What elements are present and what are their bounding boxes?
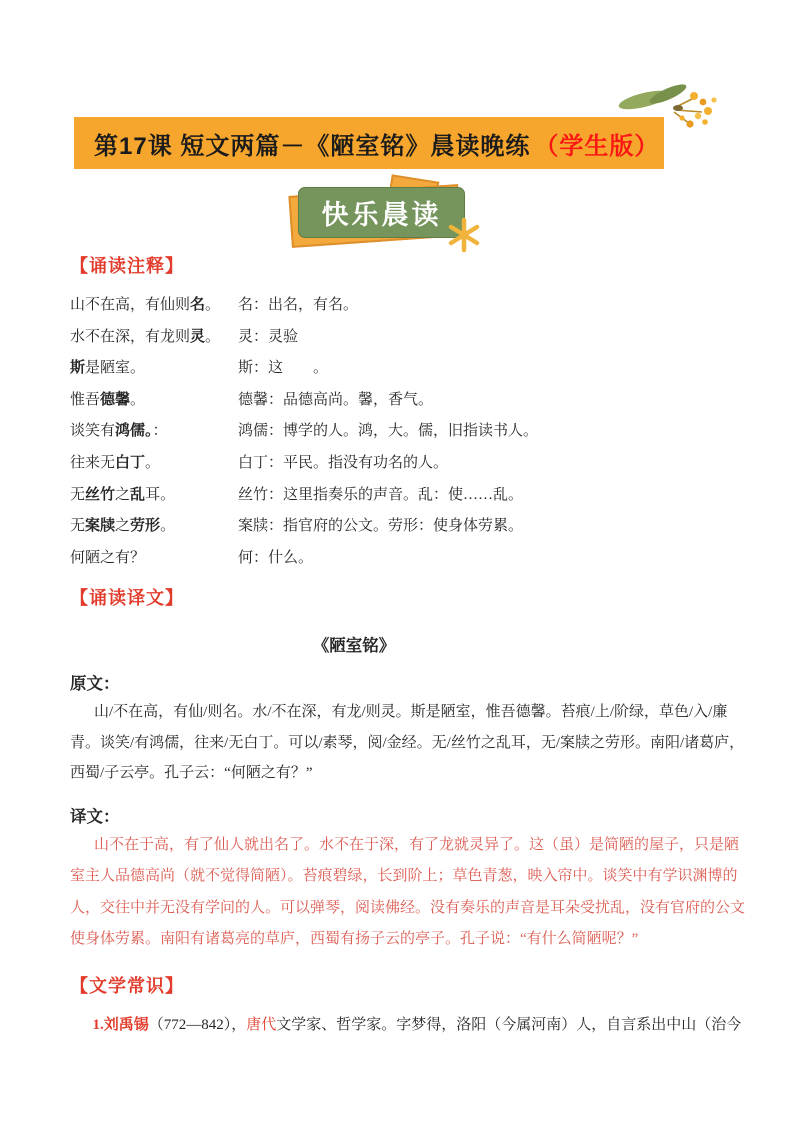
translation-section-header: 【诵读译文】: [70, 588, 184, 609]
translation-label: 译文：: [70, 807, 120, 826]
note-row: [70, 416, 748, 448]
note-row: [70, 385, 748, 417]
note-phrase: 谈笑有鸿儒。：: [70, 423, 168, 440]
note-gloss: 斯：这 。: [238, 360, 329, 377]
note-phrase: 斯是陋室。: [70, 360, 146, 377]
note-row: [70, 480, 748, 512]
note-row: [70, 543, 748, 575]
note-row: [70, 290, 748, 322]
happy-reading-badge: [288, 176, 498, 256]
notes-section-header: 【诵读注释】: [70, 256, 184, 276]
lesson-title: 第17课 短文两篇－《陋室铭》晨读晚练: [94, 132, 531, 160]
note-phrase: 何陋之有？: [70, 549, 146, 566]
note-gloss: 白丁：平民。指没有功名的人。: [238, 454, 449, 471]
document-body: [70, 252, 748, 1040]
note-gloss: 灵：灵验: [238, 328, 299, 345]
literary-text-segment: （772—842），: [148, 1016, 247, 1033]
note-phrase: 往来无白丁。: [70, 454, 161, 471]
note-row: [70, 448, 748, 480]
literary-section-header: 【文学常识】: [70, 975, 184, 996]
note-gloss: 丝竹：这里指奏乐的声音。乱：使……乱。: [238, 486, 524, 503]
note-row: [70, 353, 748, 385]
edition-label: （学生版）: [534, 132, 660, 160]
literary-paragraph: [70, 1010, 748, 1040]
literary-text-segment: 唐代: [246, 1016, 277, 1033]
note-phrase: 惟吾德馨。: [70, 391, 146, 408]
note-gloss: 鸿儒：博学的人。鸿，大。儒，旧指读书人。: [238, 423, 539, 440]
note-gloss: 何：什么。: [238, 549, 314, 566]
note-phrase: 水不在深，有龙则灵。: [70, 328, 221, 345]
essay-title: 《陋室铭》: [312, 636, 396, 656]
original-label: 原文：: [70, 675, 120, 694]
notes-table: [70, 290, 748, 574]
note-row: [70, 322, 748, 354]
note-phrase: 无丝竹之乱耳。: [70, 486, 176, 503]
original-paragraph: 山/不在高，有仙/则名。水/不在深，有龙/则灵。斯是陋室，惟吾德馨。苔痕/上/阶绿，草色/入/廉青。谈笑/有鸿儒，往来/无白丁。可以/素琴，阅/金经。无/丝竹之乱耳，无/案牍之劳形。南阳/诸葛庐，西蜀/子云亭。孔子云：“何陋之有？”: [70, 704, 745, 782]
note-gloss: 德馨：品德高尚。馨，香气。: [238, 391, 434, 408]
note-gloss: 案牍：指官府的公文。劳形：使身体劳累。: [238, 518, 524, 535]
note-phrase: 山不在高，有仙则名。: [70, 297, 221, 313]
note-phrase: 无案牍之劳形。: [70, 518, 176, 535]
flower-sprig-icon: [610, 78, 730, 142]
literary-text-segment: 文学家、哲学家。字梦得，洛阳（今属河南）人，自言系出中山（治今: [276, 1016, 742, 1033]
lesson-title-banner: [74, 117, 664, 169]
literary-text-segment: 1.刘禹锡: [92, 1016, 149, 1033]
note-gloss: 名：出名，有名。: [238, 297, 359, 313]
translation-paragraph: 山不在于高，有了仙人就出名了。水不在于深，有了龙就灵异了。这（虽）是简陋的屋子，只是陋室主人品德高尚（就不觉得简陋）。苔痕碧绿，长到阶上；草色青葱，映入帘中。谈笑中有学识渊博的人，交往中并无没有学问的人。可以弹琴，阅读佛经。没有奏乐的声音是耳朵受扰乱，没有官府的公文使身体劳累。南阳有诸葛亮的草庐，西蜀有扬子云的亭子。孔子说：“有什么简陋呢？”: [70, 836, 746, 948]
sparkle-asterisk-icon: [446, 216, 482, 254]
happy-reading-label: 快乐晨读: [321, 200, 442, 230]
note-row: [70, 511, 748, 543]
happy-reading-plate: [298, 187, 465, 238]
